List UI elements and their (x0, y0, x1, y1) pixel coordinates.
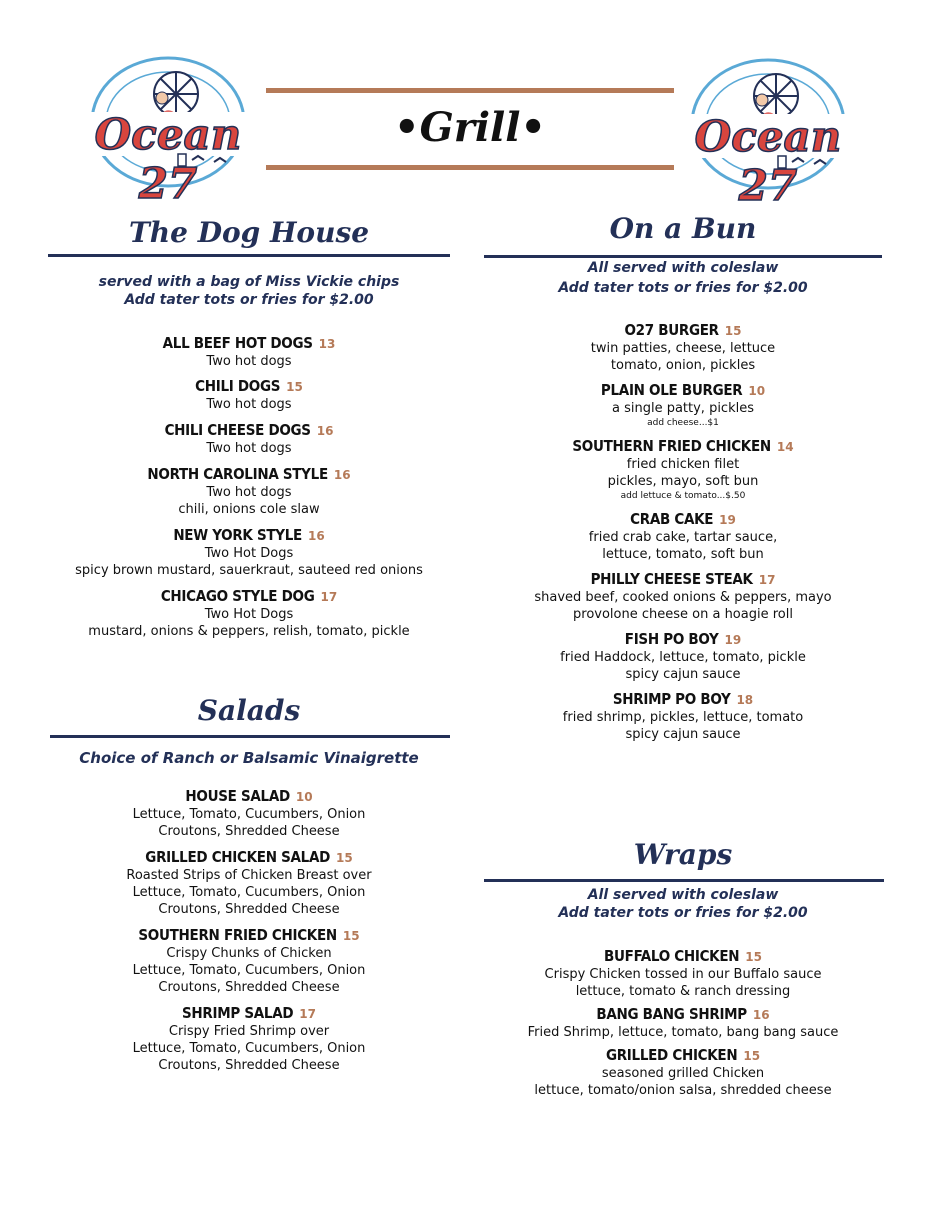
section-subtitle: Choice of Ranch or Balsamic Vinaigrette (79, 749, 419, 767)
menu-item-heading (48, 420, 450, 440)
menu-item-name: ALL BEEF HOT DOGS (162, 334, 313, 352)
menu-item (484, 509, 882, 563)
menu-item-price: 16 (752, 1008, 770, 1022)
menu-item-description: fried shrimp, pickles, lettuce, tomato (562, 710, 804, 725)
menu-item-description: spicy cajun sauce (625, 727, 741, 742)
menu-item-heading (484, 629, 882, 649)
menu-item-description: Two Hot Dogs (204, 546, 294, 561)
section-rule (484, 255, 882, 258)
header-bottom-bar (266, 165, 674, 170)
menu-item-description: fried Haddock, lettuce, tomato, pickle (560, 650, 806, 665)
menu-item-description: Lettuce, Tomato, Cucumbers, Onion (132, 1041, 366, 1056)
menu-item-name: GRILLED CHICKEN (605, 1046, 738, 1064)
menu-item-heading (484, 380, 882, 400)
menu-item-price: 16 (307, 529, 325, 543)
menu-item-description: Two hot dogs (206, 441, 292, 456)
menu-item-description: Lettuce, Tomato, Cucumbers, Onion (132, 807, 366, 822)
menu-item-description: provolone cheese on a hoagie roll (573, 607, 793, 622)
menu-item-price: 15 (342, 929, 360, 943)
menu-item-description: Croutons, Shredded Cheese (158, 902, 340, 917)
logo-brand-text: Ocean 27 (694, 112, 842, 210)
menu-item-description: Crispy Fried Shrimp over (168, 1024, 330, 1039)
menu-item-description: Croutons, Shredded Cheese (158, 1058, 340, 1073)
menu-item-price: 16 (333, 468, 351, 482)
menu-item-name: BUFFALO CHICKEN (604, 947, 740, 965)
menu-item-price: 17 (299, 1007, 316, 1021)
menu-item-description: seasoned grilled Chicken (601, 1066, 765, 1081)
menu-item-description: shaved beef, cooked onions & peppers, mayo (534, 590, 832, 605)
menu-item-name: CRAB CAKE (630, 510, 714, 528)
menu-list-dog-house (48, 333, 450, 640)
menu-list-salads (48, 786, 450, 1074)
menu-item (484, 629, 882, 683)
menu-item (48, 786, 450, 840)
menu-item-description: spicy brown mustard, sauerkraut, sauteed red onions (75, 563, 423, 578)
menu-item-description: chili, onions cole slaw (178, 502, 320, 517)
menu-item-price: 10 (748, 384, 766, 398)
menu-item-name: O27 BURGER (624, 321, 719, 339)
menu-item-description: pickles, mayo, soft bun (607, 474, 759, 489)
menu-item-heading (48, 333, 450, 353)
menu-item-name: CHICAGO STYLE DOG (160, 587, 315, 605)
section-subtitle: Add tater tots or fries for $2.00 (558, 280, 808, 296)
menu-item-description: a single patty, pickles (611, 401, 754, 416)
menu-item-name: PHILLY CHEESE STEAK (590, 570, 753, 588)
menu-item-price: 16 (316, 424, 334, 438)
menu-item-description: lettuce, tomato, soft bun (602, 547, 764, 562)
menu-item-heading (484, 509, 882, 529)
menu-item-heading (484, 946, 882, 966)
ocean27-logo-left (68, 52, 268, 208)
menu-item (48, 464, 450, 518)
menu-item-price: 14 (776, 440, 794, 454)
menu-item-description: Crispy Chicken tossed in our Buffalo sauce (544, 967, 822, 982)
menu-item-description: Croutons, Shredded Cheese (158, 980, 340, 995)
menu-item-heading (484, 320, 882, 340)
menu-item-name: FISH PO BOY (624, 630, 719, 648)
menu-item-description: fried crab cake, tartar sauce, (588, 530, 778, 545)
section-title-salads: Salads (197, 694, 301, 727)
menu-item-heading (48, 586, 450, 606)
menu-item-heading (48, 847, 450, 867)
section-subtitle: served with a bag of Miss Vickie chips (98, 274, 400, 290)
menu-list-on-a-bun (484, 320, 882, 743)
menu-item-price: 15 (286, 380, 303, 394)
menu-item-description: Two hot dogs (206, 485, 292, 500)
menu-item-description: Fried Shrimp, lettuce, tomato, bang bang sauce (527, 1025, 839, 1040)
menu-item-name: SOUTHERN FRIED CHICKEN (572, 437, 771, 455)
menu-item-description: Crispy Chunks of Chicken (166, 946, 332, 961)
menu-item-name: PLAIN OLE BURGER (600, 381, 743, 399)
section-title-on-a-bun: On a Bun (609, 212, 757, 245)
grill-header (266, 88, 674, 170)
section-rule (484, 879, 884, 882)
menu-item-description: Two Hot Dogs (204, 607, 294, 622)
menu-item-heading (484, 689, 882, 709)
section-rule (50, 735, 450, 738)
menu-item-name: HOUSE SALAD (185, 787, 290, 805)
menu-item (48, 925, 450, 996)
menu-item (484, 320, 882, 374)
menu-item-description: lettuce, tomato & ranch dressing (575, 984, 791, 999)
menu-item-description: Croutons, Shredded Cheese (158, 824, 340, 839)
menu-item-name: CHILI DOGS (195, 377, 281, 395)
menu-item-price: 17 (320, 590, 338, 604)
menu-item-price: 15 (743, 1049, 761, 1063)
menu-item-description: Lettuce, Tomato, Cucumbers, Onion (132, 963, 366, 978)
page-title: •Grill• (394, 104, 546, 151)
menu-item (48, 586, 450, 640)
menu-item (484, 689, 882, 743)
section-subtitle: All served with coleslaw (587, 260, 779, 276)
logo-brand-text: Ocean 27 (94, 110, 242, 208)
menu-item-price: 19 (719, 513, 736, 527)
ocean27-logo-right (668, 54, 868, 210)
menu-item (484, 569, 882, 623)
menu-item-heading (484, 569, 882, 589)
menu-item-price: 13 (318, 337, 336, 351)
menu-item-heading (48, 464, 450, 484)
menu-item-heading (48, 525, 450, 545)
menu-item-name: NEW YORK STYLE (173, 526, 302, 544)
section-title-wraps: Wraps (633, 838, 733, 871)
menu-item-heading (48, 376, 450, 396)
menu-item-description: Lettuce, Tomato, Cucumbers, Onion (132, 885, 366, 900)
menu-item-description: fried chicken filet (626, 457, 740, 472)
menu-item-description: twin patties, cheese, lettuce (590, 341, 776, 356)
menu-item-price: 10 (295, 790, 313, 804)
menu-item-name: BANG BANG SHRIMP (596, 1005, 747, 1023)
menu-item (484, 1045, 882, 1099)
menu-item-addon-note: add cheese...$1 (647, 418, 719, 428)
menu-item-heading (48, 786, 450, 806)
menu-list-wraps (484, 946, 882, 1099)
menu-item-heading (48, 1003, 450, 1023)
section-subtitle: Add tater tots or fries for $2.00 (558, 905, 808, 921)
menu-item (48, 1003, 450, 1074)
menu-item-price: 15 (336, 851, 353, 865)
menu-item-price: 17 (758, 573, 776, 587)
section-subtitle: Add tater tots or fries for $2.00 (124, 292, 374, 308)
menu-item-price: 18 (736, 693, 754, 707)
header-top-bar (266, 88, 674, 93)
menu-item-name: SHRIMP PO BOY (612, 690, 731, 708)
menu-item-price: 15 (745, 950, 762, 964)
menu-item-addon-note: add lettuce & tomato...$.50 (620, 491, 746, 501)
menu-item-description: Roasted Strips of Chicken Breast over (126, 868, 372, 883)
menu-item-name: NORTH CAROLINA STYLE (147, 465, 328, 483)
menu-item-heading (484, 1004, 882, 1024)
menu-item-name: GRILLED CHICKEN SALAD (145, 848, 330, 866)
menu-item-description: Two hot dogs (206, 354, 292, 369)
menu-item-price: 19 (724, 633, 742, 647)
menu-item-heading (484, 436, 882, 456)
section-subtitle: All served with coleslaw (587, 887, 779, 903)
menu-item (48, 420, 450, 457)
menu-item-price: 15 (724, 324, 742, 338)
menu-item (484, 380, 882, 430)
menu-item-description: lettuce, tomato/onion salsa, shredded cheese (534, 1083, 832, 1098)
menu-item-description: spicy cajun sauce (625, 667, 741, 682)
menu-item-name: SHRIMP SALAD (182, 1004, 294, 1022)
menu-item-description: tomato, onion, pickles (610, 358, 756, 373)
menu-item (484, 436, 882, 503)
menu-item-name: SOUTHERN FRIED CHICKEN (138, 926, 337, 944)
menu-item-description: mustard, onions & peppers, relish, tomato, pickle (88, 624, 410, 639)
menu-item (484, 946, 882, 1000)
menu-item (484, 1004, 882, 1041)
section-title-dog-house: The Dog House (128, 216, 370, 249)
menu-item-name: CHILI CHEESE DOGS (164, 421, 311, 439)
menu-item (48, 376, 450, 413)
menu-item (48, 847, 450, 918)
menu-item-heading (48, 925, 450, 945)
section-rule (48, 254, 450, 257)
menu-item (48, 525, 450, 579)
menu-item (48, 333, 450, 370)
menu-item-description: Two hot dogs (206, 397, 292, 412)
menu-item-heading (484, 1045, 882, 1065)
